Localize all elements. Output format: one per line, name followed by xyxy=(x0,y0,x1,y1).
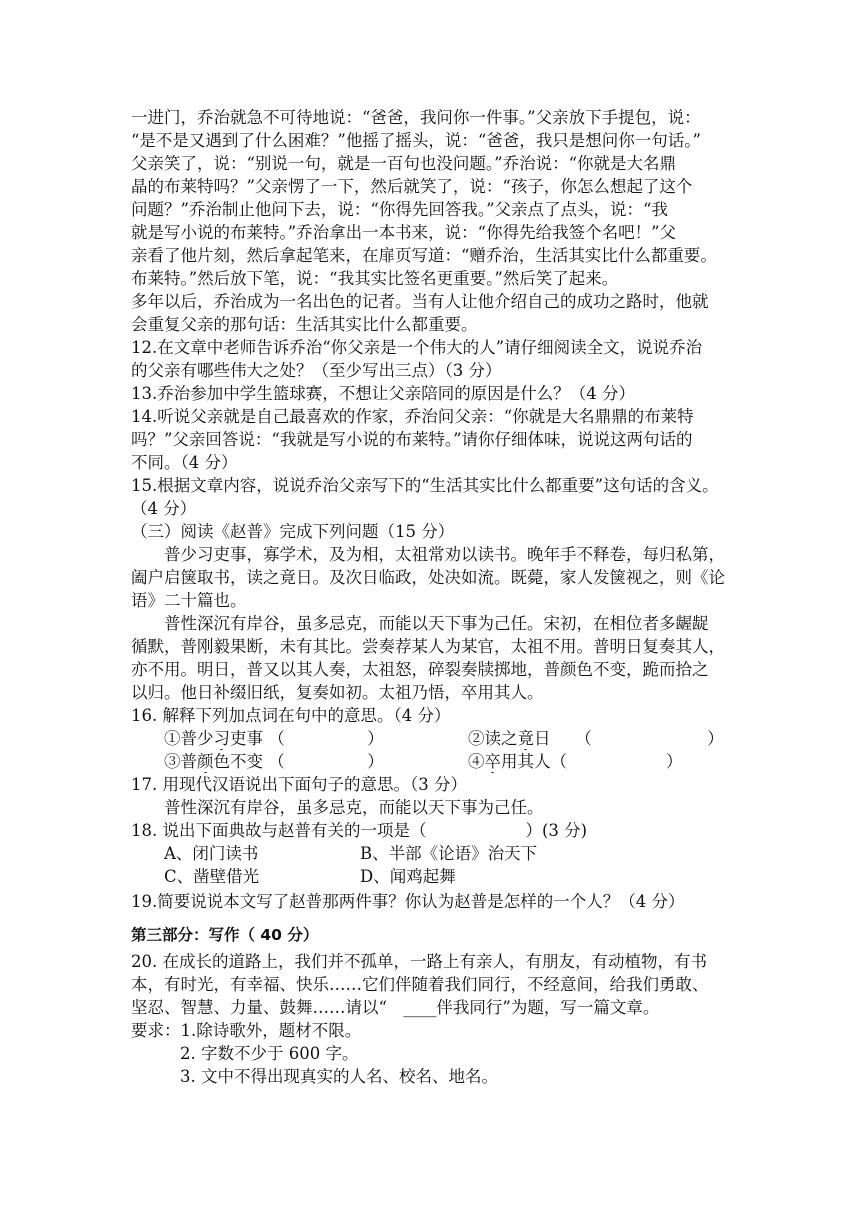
question-15-cont: （4 分） xyxy=(131,499,197,518)
part3-heading: 第三部分：写作（ 40 分） xyxy=(131,926,319,944)
story-line: “是不是又遇到了什么困难？”他摇了摇头，说：“爸爸，我只是想问你一句话。” xyxy=(131,131,701,150)
question-12: 12.在文章中老师告诉乔治“你父亲是一个伟大的人”请仔细阅读全文，说说乔治 xyxy=(131,338,703,357)
requirement: 2. 字数不少于 600 字。 xyxy=(180,1044,359,1063)
requirement-label: 要求：1.除诗歌外，题材不限。 xyxy=(131,1021,362,1040)
passage-line: 循默，普刚毅果断，未有其比。尝奏荐某人为某官，太祖不用。普明日复奏其人， xyxy=(131,637,725,656)
story-line: 晶的布莱特吗？”父亲愣了一下，然后就笑了，说：“孩子，你怎么想起了这个 xyxy=(131,177,693,196)
passage-line: 普少习吏事，寡学术，及为相，太祖常劝以读书。晚年手不释卷，每归私第， xyxy=(164,545,725,564)
passage-line: 阖户启箧取书，读之竟日。及次日临政，处决如流。既薨，家人发箧视之，则《论 xyxy=(131,568,725,587)
option-d: D、闻鸡起舞 xyxy=(360,867,456,886)
requirement: 3. 文中不得出现真实的人名、校名、地名。 xyxy=(180,1067,498,1086)
story-line: 一进门，乔治就急不可待地说：“爸爸，我问你一件事。”父亲放下手提包，说： xyxy=(131,108,701,127)
question-17-sentence: 普性深沉有岸谷，虽多忌克，而能以天下事为己任。 xyxy=(164,798,544,817)
story-line: 布莱特。”然后放下笔，说：“我其实比签名更重要。”然后笑了起来。 xyxy=(131,269,619,288)
emphasis-dot: 习 xyxy=(213,729,230,748)
q16-item-4: ④卒用其人（ ） xyxy=(468,752,683,771)
question-14-cont: 不同。（4 分） xyxy=(131,453,238,472)
q16-item-1: ①普少习吏事 （ ） xyxy=(164,729,384,748)
story-line: 问题？”乔治制止他问下去，说：“你得先回答我。”父亲点了点头，说：“我 xyxy=(131,200,668,219)
question-18: 18. 说出下面典故与赵普有关的一项是（ ）(3 分) xyxy=(131,821,588,840)
question-16: 16. 解释下列加点词在句中的意思。（4 分） xyxy=(131,706,451,725)
question-14-cont: 吗？”父亲回答说：“我就是写小说的布莱特。”请你仔细体味，说说这两句话的 xyxy=(131,430,693,449)
section-heading: （三）阅读《赵普》完成下列问题（15 分） xyxy=(131,522,455,541)
question-13: 13.乔治参加中学生篮球赛，不想让父亲陪同的原因是什么？（4 分） xyxy=(131,384,635,403)
option-a: A、闭门读书 xyxy=(164,844,259,863)
question-15: 15.根据文章内容，说说乔治父亲写下的“生活其实比什么都重要”这句话的含义。 xyxy=(131,476,719,495)
passage-line: 以归。他日补缀旧纸，复奏如初。太祖乃悟，卒用其人。 xyxy=(131,683,544,702)
question-14: 14.听说父亲就是自己最喜欢的作家，乔治问父亲：“你就是大名鼎鼎的布莱特 xyxy=(131,407,694,426)
emphasis-dot: 竟 xyxy=(517,729,534,748)
essay-prompt: 坚忍、智慧、力量、鼓舞……请以“ ____伴我同行”为题，写一篇文章。 xyxy=(131,998,660,1017)
emphasis-dot: 颜 xyxy=(197,752,214,771)
story-line: 多年以后，乔治成为一名出色的记者。当有人让他介绍自己的成功之路时，他就 xyxy=(131,292,709,311)
question-12-cont: 的父亲有哪些伟大之处？（至少写出三点）（3 分） xyxy=(131,361,502,380)
essay-prompt: 本，有时光，有幸福、快乐……它们伴随着我们同行，不经意间，给我们勇敢、 xyxy=(131,975,709,994)
story-line: 就是写小说的布莱特。”乔治拿出一本书来，说：“你得先给我签个名吧！”父 xyxy=(131,223,677,242)
question-19: 19.简要说说本文写了赵普那两件事？你认为赵普是怎样的一个人？（4 分） xyxy=(131,892,685,911)
question-17: 17. 用现代汉语说出下面句子的意思。（3 分） xyxy=(131,775,467,794)
passage-line: 普性深沉有岸谷，虽多忌克，而能以天下事为己任。宋初，在相位者多龌龊 xyxy=(164,614,709,633)
q16-item-2: ②读之竟日 （ ） xyxy=(468,729,724,748)
passage-line: 亦不用。明日，普又以其人奏，太祖怒，碎裂奏牍掷地，普颜色不变，跪而拾之 xyxy=(131,660,709,679)
option-b: B、半部《论语》治天下 xyxy=(360,844,538,863)
essay-prompt: 20. 在成长的道路上，我们并不孤单，一路上有亲人，有朋友，有动植物，有书 xyxy=(131,952,707,971)
story-line: 父亲笑了，说：“别说一句，就是一百句也没问题。”乔治说：“你就是大名鼎 xyxy=(131,154,677,173)
option-c: C、凿壁借光 xyxy=(164,867,260,886)
story-line: 会重复父亲的那句话：生活其实比什么都重要。 xyxy=(131,315,478,334)
passage-line: 语》二十篇也。 xyxy=(131,591,247,610)
q16-item-3: ③普颜色不变 （ ） xyxy=(164,752,384,771)
story-line: 亲看了他片刻，然后拿起笔来，在扉页写道：“赠乔治，生活其实比什么都重要。 xyxy=(131,246,717,265)
emphasis-dot: 卒 xyxy=(484,752,501,771)
